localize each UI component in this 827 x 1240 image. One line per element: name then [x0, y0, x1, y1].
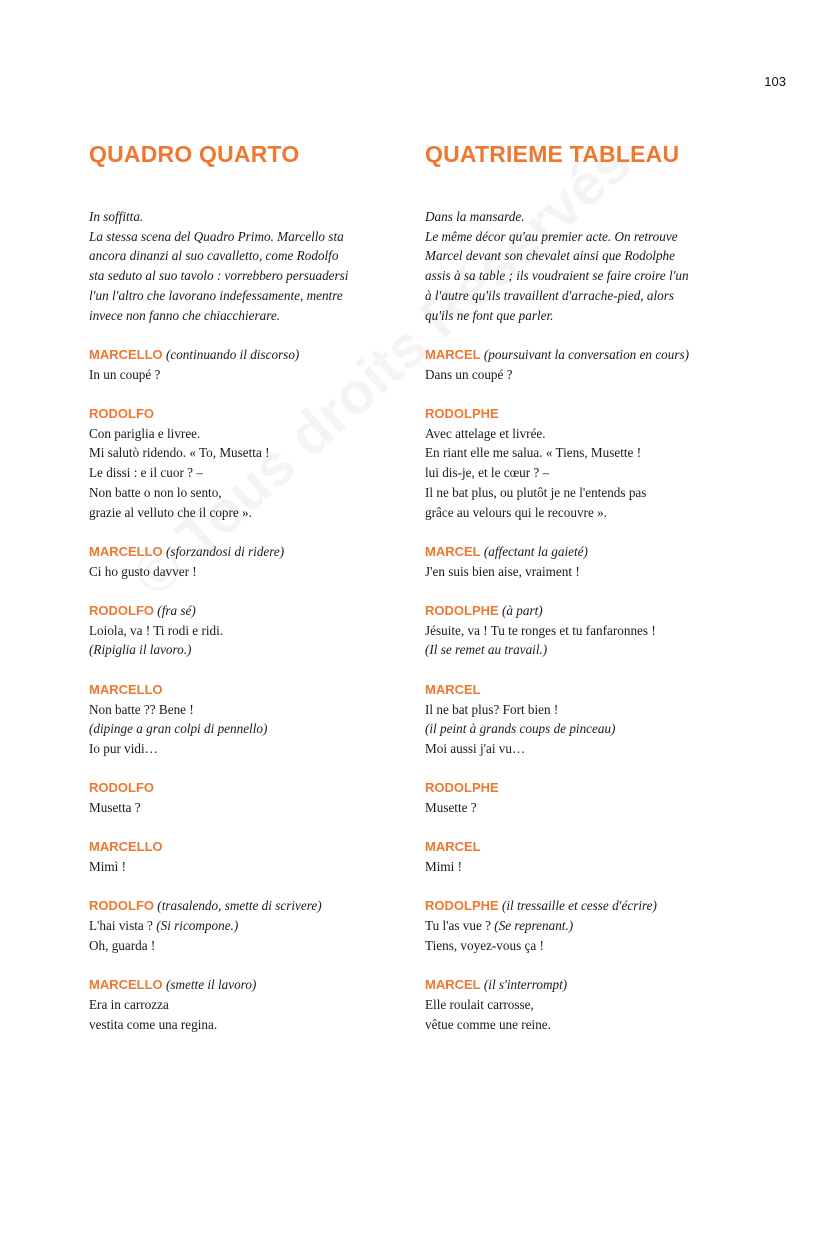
- speaker-name: MARCEL: [425, 681, 481, 697]
- italian-title: QUADRO QUARTO: [89, 141, 300, 167]
- dialogue-line: Era in carrozza: [89, 996, 169, 1012]
- dialogue-block: [425, 975, 745, 1034]
- dialogue-block: [89, 837, 409, 876]
- dialogue-line: Le dissi : e il cuor ? –: [89, 465, 203, 481]
- speaker-name: RODOLFO: [89, 898, 154, 914]
- dialogue-line: Non batte o non lo sento,: [89, 484, 222, 500]
- page-number: 103: [764, 74, 786, 89]
- dialogue-line: Tiens, voyez-vous ça !: [425, 937, 544, 953]
- speaker-line: [425, 601, 745, 621]
- dialogue-line: Con pariglia e livree.: [89, 425, 201, 441]
- dialogue-block: [425, 896, 745, 955]
- dialogue-block: [89, 680, 409, 759]
- dialogue-line: In un coupé ?: [89, 366, 161, 382]
- dialogue-line: vestita come una regina.: [89, 1016, 218, 1032]
- dialogue-block: [425, 601, 745, 660]
- speaker-line: [89, 975, 409, 995]
- speaker-name: MARCEL: [425, 543, 481, 559]
- speaker-name: MARCEL: [425, 977, 481, 993]
- dialogue-block: [89, 345, 409, 384]
- stage-direction-line: sta seduto al suo tavolo : vorrebbero persuadersi: [89, 268, 349, 284]
- stage-direction: (fra sé): [157, 603, 196, 618]
- dialogue-line: grâce au velours qui le recouvre ».: [425, 504, 607, 520]
- stage-direction-line: Dans la mansarde.: [425, 209, 525, 224]
- dialogue-line: J'en suis bien aise, vraiment !: [425, 563, 580, 579]
- dialogue-line: Moi aussi j'ai vu…: [425, 740, 526, 756]
- dialogue-block: [89, 542, 409, 581]
- french-title: QUATRIEME TABLEAU: [425, 141, 680, 167]
- speaker-name: MARCEL: [425, 839, 481, 855]
- stage-direction-line: (il peint à grands coups de pinceau): [425, 721, 616, 737]
- dialogue-block: [425, 680, 745, 759]
- dialogue-line: Loiola, va ! Ti rodi e ridi.: [89, 622, 224, 638]
- dialogue-block: [89, 975, 409, 1034]
- speaker-line: [89, 680, 409, 700]
- dialogue-line: Avec attelage et livrée.: [425, 425, 546, 441]
- dialogue-line: Elle roulait carrosse,: [425, 996, 534, 1012]
- dialogue-block: [425, 837, 745, 876]
- stage-direction: (poursuivant la conversation en cours): [483, 346, 690, 362]
- stage-direction: (affectant la gaieté): [483, 543, 588, 559]
- dialogue-block: [89, 404, 409, 522]
- stage-direction-line: Marcel devant son chevalet ainsi que Rodolphe: [425, 248, 676, 264]
- speaker-line: [89, 601, 409, 621]
- speaker-line: [89, 837, 409, 857]
- stage-direction-line: l'un l'altro che lavorano indefessamente, mentre: [89, 287, 343, 303]
- speaker-name: RODOLPHE: [425, 406, 499, 421]
- stage-direction-line: qu'ils ne font que parler.: [425, 307, 554, 323]
- dialogue-block: [425, 345, 745, 384]
- dialogue-line: Musette ?: [425, 800, 477, 815]
- speaker-name: RODOLPHE: [425, 603, 499, 618]
- stage-direction-line: à l'autre qu'ils travaillent d'arrache-pied, alors: [425, 287, 674, 303]
- dialogue-line: vêtue comme une reine.: [425, 1016, 551, 1032]
- dialogue-text: Tu l'as vue ?: [425, 918, 495, 934]
- french-column: [425, 141, 745, 1034]
- italian-stage-direction: [89, 207, 409, 325]
- stage-direction-line: La stessa scena del Quadro Primo. Marcello sta: [89, 228, 344, 244]
- stage-direction: (smette il lavoro): [165, 977, 257, 993]
- speaker-line: [425, 680, 745, 700]
- dialogue-line: Ci ho gusto davver !: [89, 563, 197, 579]
- speaker-line: [425, 778, 745, 798]
- speaker-name: RODOLFO: [89, 603, 154, 618]
- speaker-line: [89, 896, 409, 916]
- speaker-line: [425, 837, 745, 857]
- dialogue-block: [89, 896, 409, 955]
- speaker-name: RODOLPHE: [425, 898, 499, 914]
- dialogue-block: [89, 778, 409, 817]
- dialogue-line: En riant elle me salua. « Tiens, Musette !: [425, 445, 642, 461]
- dialogue-line: Oh, guarda !: [89, 937, 156, 953]
- speaker-name: MARCELLO: [89, 543, 163, 559]
- speaker-line: [425, 896, 745, 916]
- italian-dialogue: [89, 345, 409, 1034]
- dialogue-block: [425, 404, 745, 522]
- stage-direction: (à part): [501, 603, 543, 618]
- dialogue-line: Musetta ?: [89, 800, 141, 815]
- stage-direction-line: invece non fanno che chiacchierare.: [89, 307, 281, 323]
- stage-direction: (trasalendo, smette di scrivere): [157, 898, 322, 914]
- stage-direction-line: assis à sa table ; ils voudraient se faire croire l'un: [425, 268, 689, 284]
- dialogue-line: Il ne bat plus, ou plutôt je ne l'entends pas: [425, 484, 647, 500]
- stage-direction-line: (Ripiglia il lavoro.): [89, 642, 192, 658]
- dialogue-line: Mimì !: [89, 859, 126, 875]
- stage-direction: (il s'interrompt): [483, 977, 568, 993]
- speaker-name: MARCELLO: [89, 346, 163, 362]
- speaker-name: MARCELLO: [89, 977, 163, 993]
- speaker-name: MARCELLO: [89, 839, 163, 855]
- dialogue-line: Non batte ?? Bene !: [89, 701, 194, 717]
- dialogue-line: grazie al velluto che il copre ».: [89, 504, 252, 520]
- french-dialogue: [425, 345, 745, 1034]
- dialogue-line: Mimi !: [425, 859, 462, 875]
- speaker-line: [425, 542, 745, 562]
- speaker-line: [89, 542, 409, 562]
- speaker-line: [89, 345, 409, 365]
- speaker-name: RODOLFO: [89, 780, 154, 796]
- stage-direction: (Se reprenant.): [494, 918, 574, 934]
- dialogue-line: [425, 916, 745, 936]
- speaker-name: MARCEL: [425, 346, 481, 362]
- stage-direction: (Si ricompone.): [156, 918, 239, 934]
- stage-direction-line: (dipinge a gran colpi di pennello): [89, 721, 268, 737]
- speaker-line: [425, 975, 745, 995]
- dialogue-text: L'hai vista ?: [89, 918, 157, 934]
- stage-direction-line: ancora dinanzi al suo cavalletto, come Rodolfo: [89, 248, 339, 264]
- speaker-name: RODOLPHE: [425, 780, 499, 796]
- stage-direction: (continuando il discorso): [165, 346, 300, 362]
- stage-direction-line: Le même décor qu'au premier acte. On retrouve: [425, 228, 678, 244]
- stage-direction-line: (Il se remet au travail.): [425, 642, 548, 658]
- stage-direction: (sforzandosi di ridere): [165, 543, 285, 559]
- dialogue-line: Dans un coupé ?: [425, 366, 513, 382]
- stage-direction: (il tressaille et cesse d'écrire): [501, 898, 657, 914]
- dialogue-block: [425, 778, 745, 817]
- dialogue-line: Il ne bat plus? Fort bien !: [425, 701, 559, 717]
- dialogue-block: [425, 542, 745, 581]
- italian-column: [89, 141, 409, 1034]
- dialogue-line: Mi salutò ridendo. « To, Musetta !: [89, 445, 270, 461]
- french-stage-direction: [425, 207, 745, 325]
- speaker-name: RODOLFO: [89, 406, 154, 421]
- stage-direction-line: In soffitta.: [89, 209, 144, 224]
- speaker-line: [425, 404, 745, 424]
- speaker-name: MARCELLO: [89, 681, 163, 697]
- dialogue-block: [89, 601, 409, 660]
- dialogue-line: [89, 916, 409, 936]
- dialogue-line: Jésuite, va ! Tu te ronges et tu fanfaronnes !: [425, 622, 656, 638]
- speaker-line: [425, 345, 745, 365]
- speaker-line: [89, 404, 409, 424]
- dialogue-line: lui dis-je, et le cœur ? –: [425, 465, 550, 481]
- speaker-line: [89, 778, 409, 798]
- dialogue-line: Io pur vidi…: [89, 740, 158, 756]
